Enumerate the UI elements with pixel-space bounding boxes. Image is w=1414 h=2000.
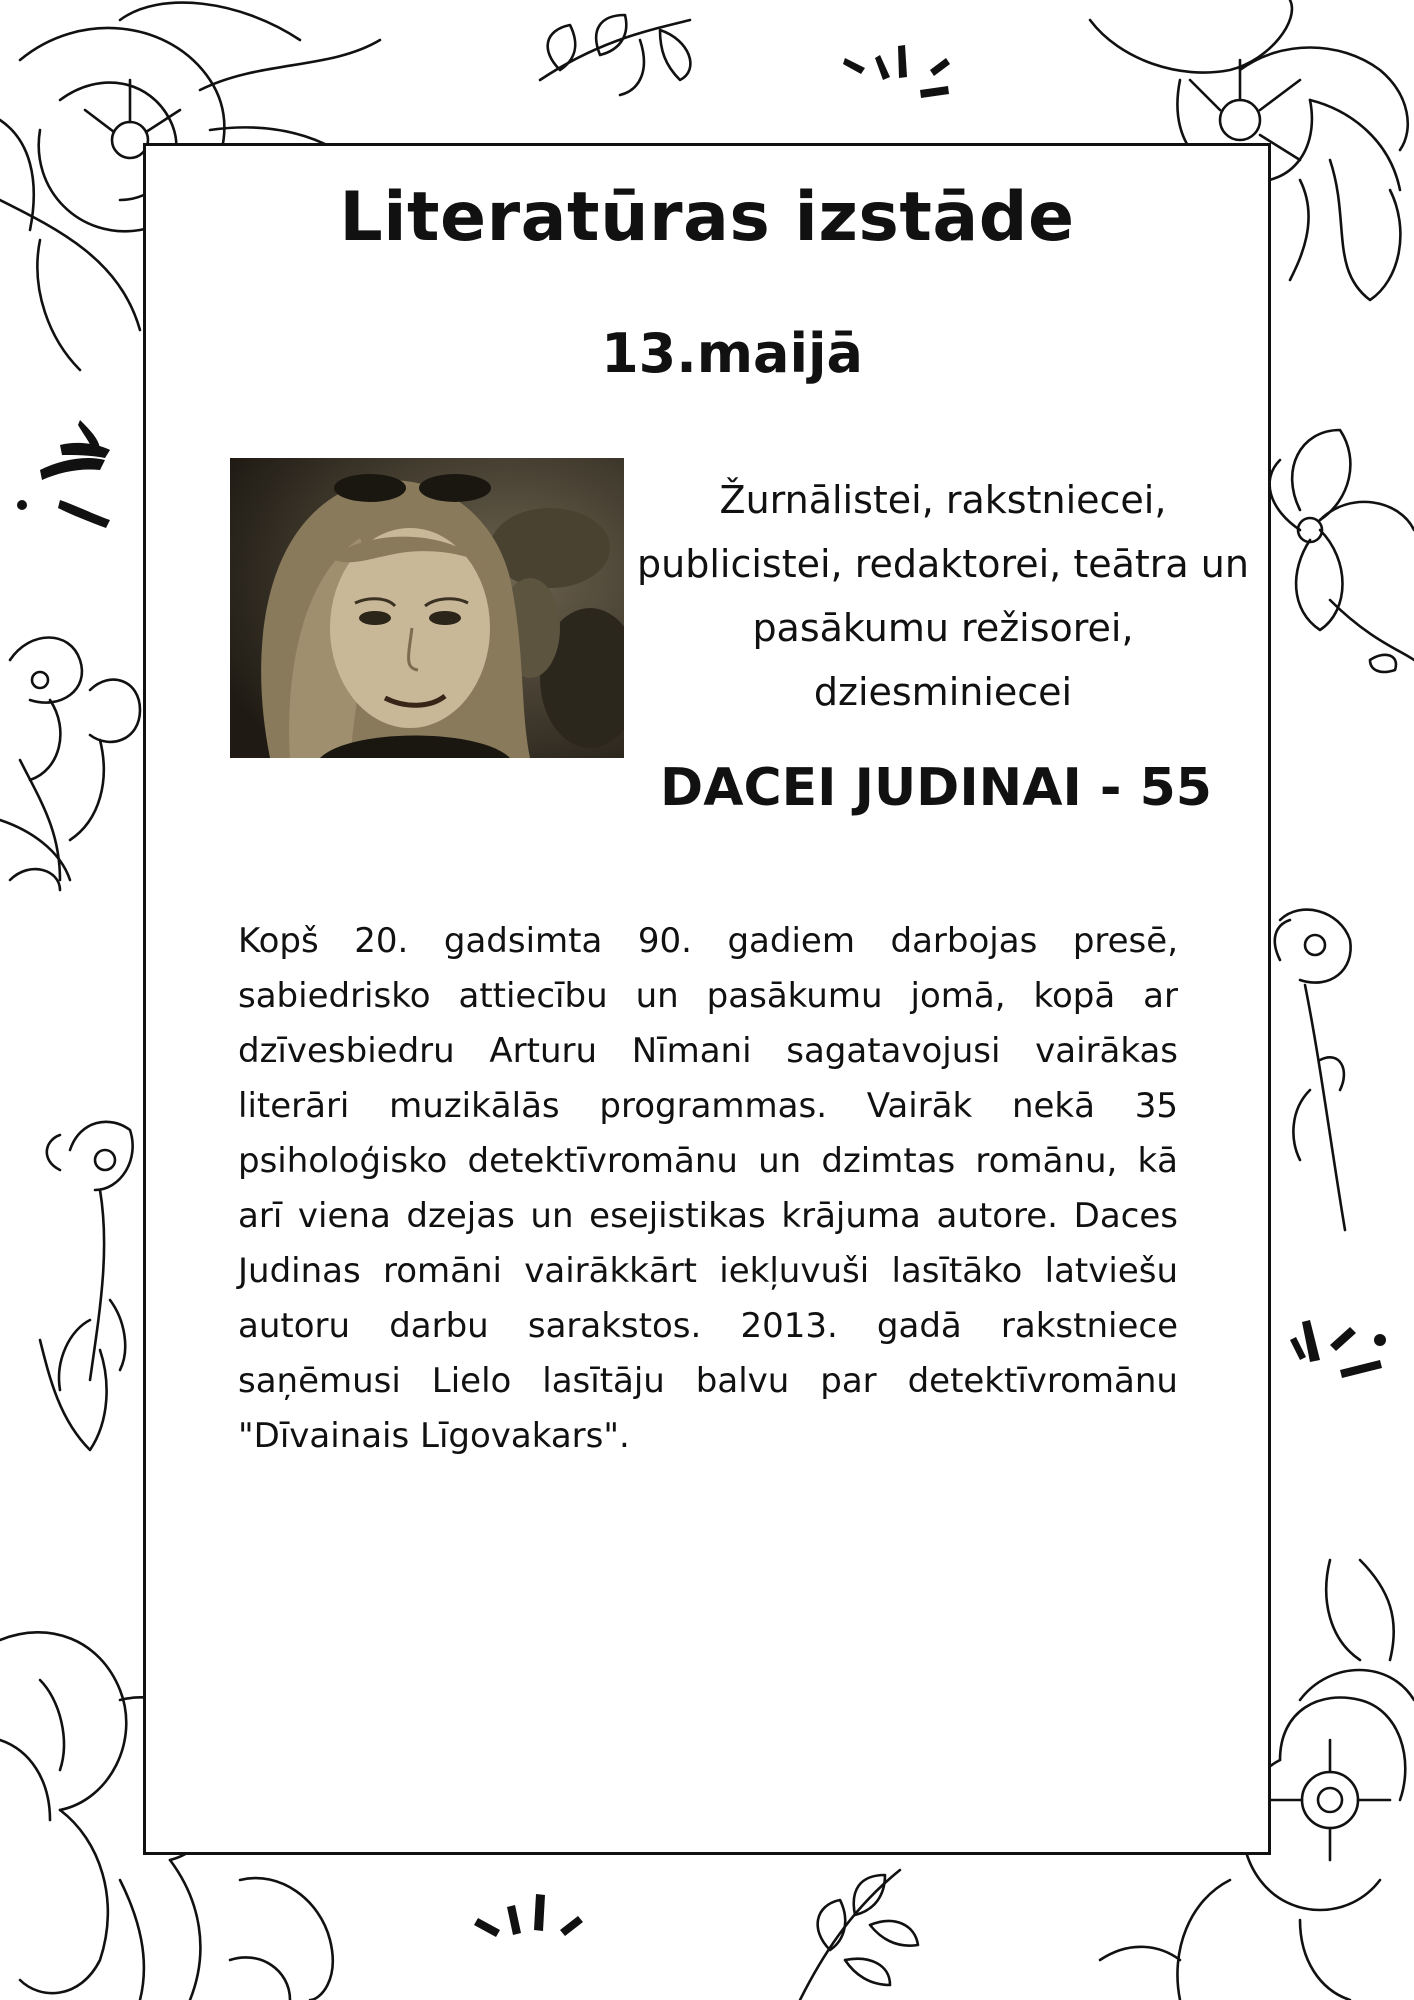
flower-icon: [40, 1122, 133, 1450]
flower-icon: [1270, 430, 1414, 672]
content-card: [143, 143, 1271, 1855]
honoree-name: DACEI JUDINAI - 55: [660, 758, 1212, 818]
leaf-sprig-icon: [540, 15, 690, 95]
leaf-sprig-icon: [800, 1870, 1180, 2000]
splash-icon: [843, 45, 950, 98]
flower-icon: [1275, 910, 1351, 1230]
splash-icon: [474, 1894, 583, 1937]
page-title: Literatūras izstāde: [339, 178, 1075, 257]
biography-text: Kopš 20. gadsimta 90. gadiem darbojas presē, sabiedrisko attiecību un pasākumu jomā, kopā ar dzīvesbiedru Arturu Nīmani sagatavojusi vairākas literāri muzikālās programmas. Vairāk nekā 35 psiholoģisko detektīvromānu un dzimtas romānu, kā arī viena dzejas un esejistikas krājuma autore. Daces Judinas romāni vairākkārt iekļuvuši lasītāko latviešu autoru darbu sarakstos. 2013. gadā rakstniece saņēmusi Lielo lasītāju balvu par detektīvromānu "Dīvainais Līgovakars".: [238, 921, 1178, 1456]
dedication-roles: Žurnālistei, rakstniecei, publicistei, redaktorei, teātra un pasākumu režisorei, dziesminiecei: [637, 478, 1249, 714]
portrait-image: [230, 458, 624, 758]
splash-icon: [17, 420, 110, 528]
event-date: 13.maijā: [601, 322, 863, 385]
flower-icon: [0, 638, 140, 891]
portrait-photo: [230, 458, 624, 758]
splash-icon: [1290, 1320, 1386, 1378]
